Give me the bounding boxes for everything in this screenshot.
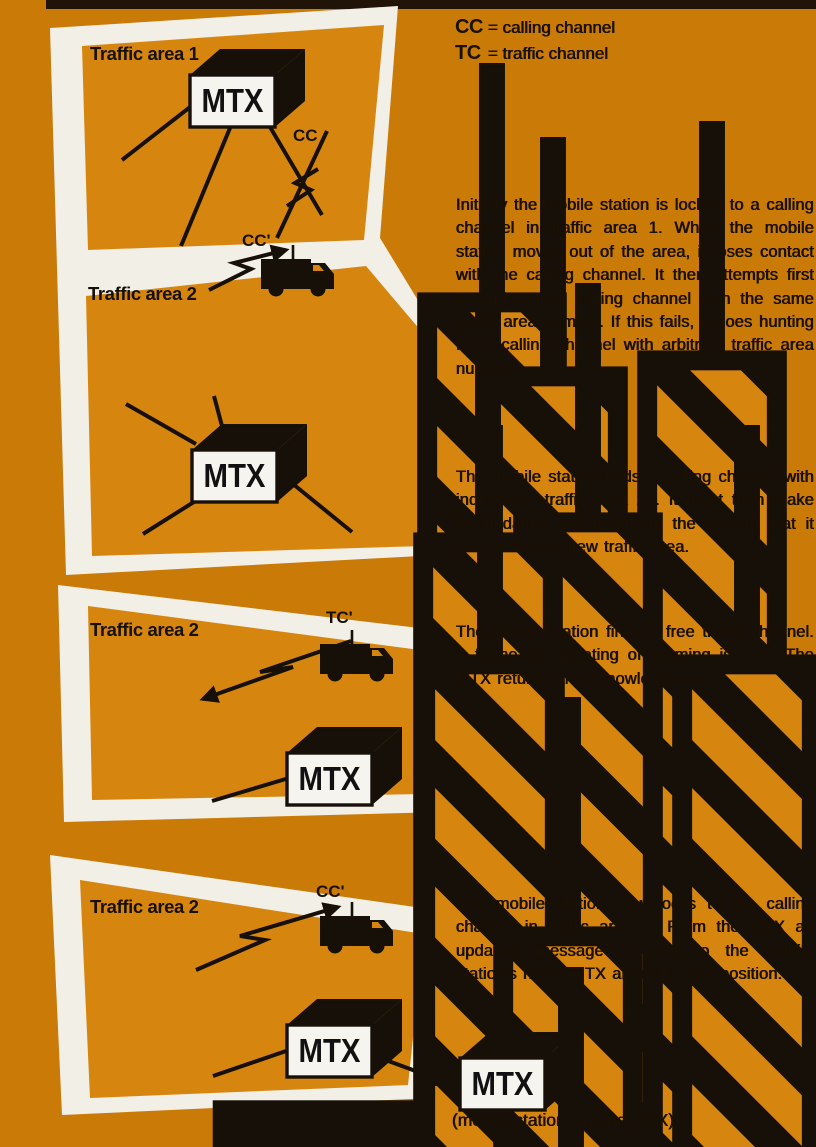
mtx-label: MTX — [298, 760, 361, 797]
cc-prime-channel-label: CC' — [316, 882, 345, 901]
legend-def-tc: = traffic channel — [488, 44, 609, 63]
cc-channel-label: CC — [293, 126, 318, 145]
traffic-area-label: Traffic area 2 — [90, 896, 199, 917]
panel-area2-cc — [50, 855, 450, 1115]
mtx-label: MTX — [298, 1032, 361, 1069]
mtx-label: MTX — [201, 82, 264, 119]
cc-prime-channel-label: CC' — [242, 231, 271, 250]
paragraph-step3: The mobile station finds a free traffic channel. A frame for updating of roaming is sent. The MTX returns an acknowledgment. — [456, 623, 814, 688]
paragraph-step4: The mobile station now locks to the calling channel in traffic area 2. From the MTX an updating message is sent to the mobile station's home MTX about its new position. — [456, 895, 814, 984]
legend-def-cc: = calling channel — [488, 18, 616, 37]
traffic-area-label: Traffic area 2 — [88, 283, 197, 304]
legend-abbr-tc: TC — [455, 42, 481, 64]
paragraph-step2: The mobile station finds a calling channel with indication »traffic area 2». It must then make an updating call to inform the system that it has entered a new traffic area. — [456, 468, 814, 557]
legend-row-cc — [455, 16, 615, 42]
paragraph-step1: Initially the mobile station is locked to a calling channel in traffic area 1. When the mobile station moves out of the area, it loses contact with the calling channel. It then attempts first to find a new calling channel with the same traffic area number. If this fails, it goes hunting for a calling channel with arbitrary traffic area number. — [456, 196, 814, 378]
home-mtx-label: MTX — [471, 1065, 534, 1102]
traffic-area-label: Traffic area 1 — [90, 43, 199, 64]
legend-abbr-cc: CC — [455, 16, 483, 38]
legend-row-tc — [455, 42, 615, 68]
page-edge-strip — [46, 0, 816, 9]
tc-prime-channel-label: TC' — [326, 608, 353, 627]
mtx-label: MTX — [203, 457, 266, 494]
home-mtx-caption: (mobile station's home MTX) — [452, 1110, 675, 1130]
channel-legend — [455, 16, 615, 68]
traffic-area-label: Traffic area 2 — [90, 619, 199, 640]
